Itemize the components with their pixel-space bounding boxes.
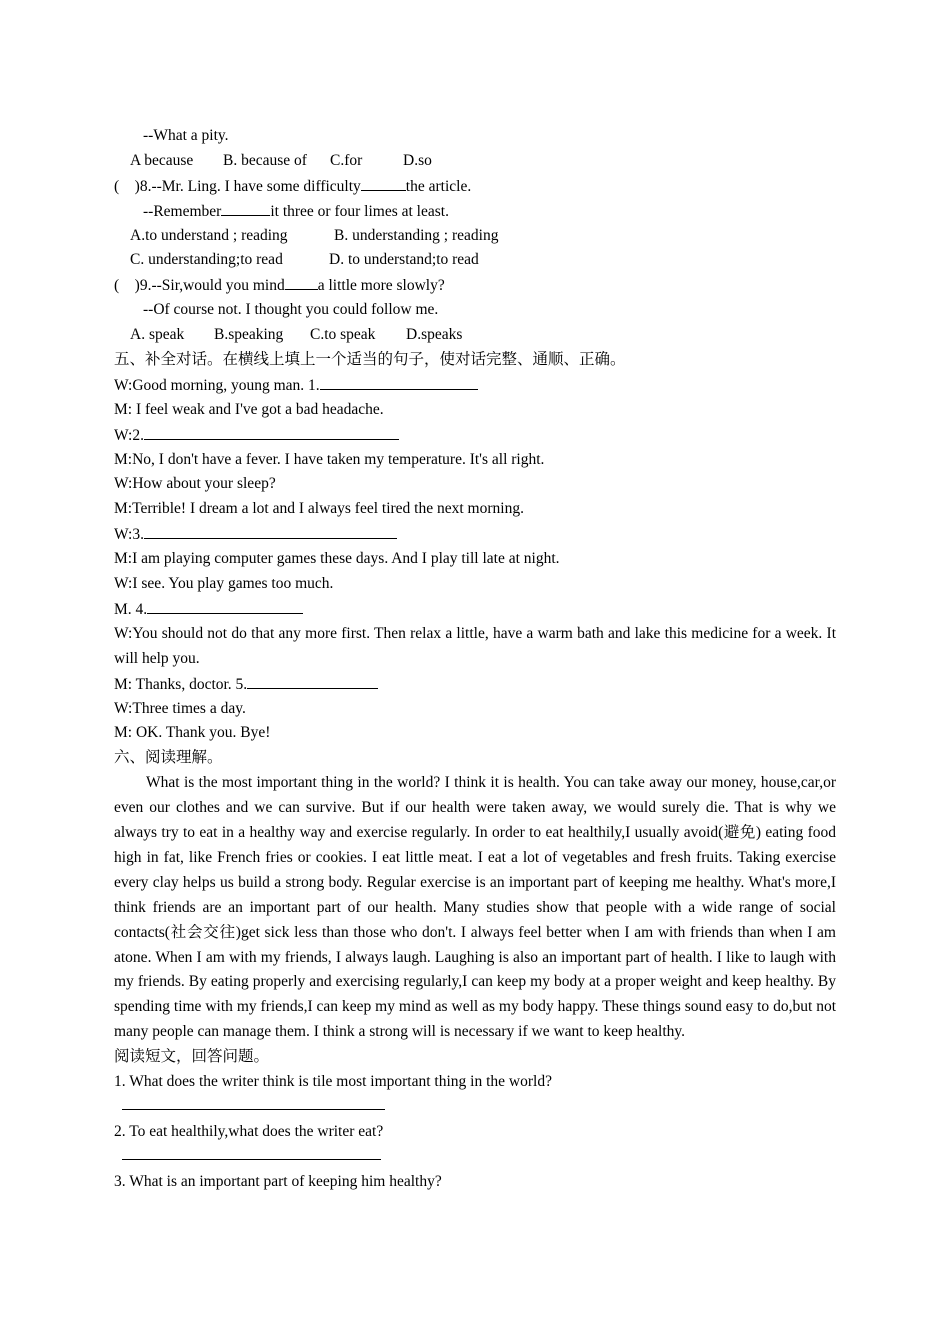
q8-response: --Remember it three or four limes at least.	[114, 199, 836, 224]
dialogue-line-3: W:2.	[114, 423, 836, 448]
dialogue-line-7: W:3.	[114, 522, 836, 547]
q9-question: ( )9.--Sir,would you mind a little more slowly?	[114, 273, 836, 298]
document-page	[114, 124, 836, 1195]
dialogue-line-2: M: I feel weak and I've got a bad headache.	[114, 400, 384, 418]
dialogue-line-5: W:How about your sleep?	[114, 475, 276, 493]
reading-passage: What is the most important thing in the world? I think it is health. You can take away our money, house,car,or even our clothes and we can survive. But if our health were taken away, we would surely die. That is why we always try to eat in a healthy way and exercise regularly. In order to eat healthily,I usually avoid(避免) eating food high in fat, like French fries or cookies. I eat little meat. I eat a lot of vegetables and fresh fruits. Taking exercise every clay helps us build a strong body. Regular exercise is an important part of keeping me healthy. What's more,I think friends are an important part of our health. Many studies show that people with a wide range of social contacts(社会交往)get sick less than those who don't. I always feel better when I am with friends than when I am atone. When I am with my friends, I always laugh. Laughing is also an important part of health. I like to laugh with my friends. By eating properly and exercising regularly,I can keep my body at a proper weight and keep healthy. By spending time with my friends,I can keep my mind as well as my body happy. These things sound easy to do,but not many people can manage them. I think a strong will is necessary if we want to keep healthy.	[114, 774, 836, 1041]
dialogue-line-8: M:I am playing computer games these days. And I play till late at night.	[114, 550, 560, 568]
dialogue-line-12: M: Thanks, doctor. 5.	[114, 672, 836, 697]
reading-question-2: 2. To eat healthily,what does the writer eat?	[114, 1122, 384, 1140]
dialogue-line-11: W:You should not do that any more first. Then relax a little, have a warm bath and lake this medicine for a week. It will help you.	[114, 624, 836, 667]
dialogue-line-9: W:I see. You play games too much.	[114, 575, 334, 593]
dialogue-line-13: W:Three times a day.	[114, 699, 246, 717]
answer-line-1[interactable]	[114, 1095, 836, 1120]
q7-response: --What a pity.	[143, 127, 229, 144]
dialogue-line-6: M:Terrible! I dream a lot and I always feel tired the next morning.	[114, 500, 524, 518]
reading-instruction: 阅读短文，回答问题。	[114, 1048, 270, 1066]
reading-question-3: 3. What is an important part of keeping him healthy?	[114, 1172, 442, 1190]
dialogue-line-1: W:Good morning, young man. 1.	[114, 373, 836, 398]
q8-question: ( )8.--Mr. Ling. I have some difficulty the article.	[114, 174, 836, 199]
dialogue-line-10: M. 4.	[114, 597, 836, 622]
dialogue-line-4: M:No, I don't have a fever. I have taken my temperature. It's all right.	[114, 450, 545, 468]
q8-options-row1: A.to understand ; reading B. understanding ; reading	[130, 226, 499, 244]
section-5-heading: 五、补全对话。在横线上填上一个适当的句子，使对话完整、通顺、正确。	[114, 351, 626, 369]
q9-response: --Of course not. I thought you could follow me.	[143, 301, 439, 319]
answer-line-2[interactable]	[114, 1145, 836, 1170]
dialogue-line-14: M: OK. Thank you. Bye!	[114, 724, 271, 742]
q7-options: A because B. because of C.for D.so	[130, 151, 432, 169]
q8-options-row2: C. understanding;to read D. to understand;to read	[130, 251, 479, 269]
q9-options: A. speak B.speaking C.to speak D.speaks	[130, 326, 463, 344]
section-6-heading: 六、阅读理解。	[114, 749, 223, 767]
reading-question-1: 1. What does the writer think is tile most important thing in the world?	[114, 1073, 552, 1091]
